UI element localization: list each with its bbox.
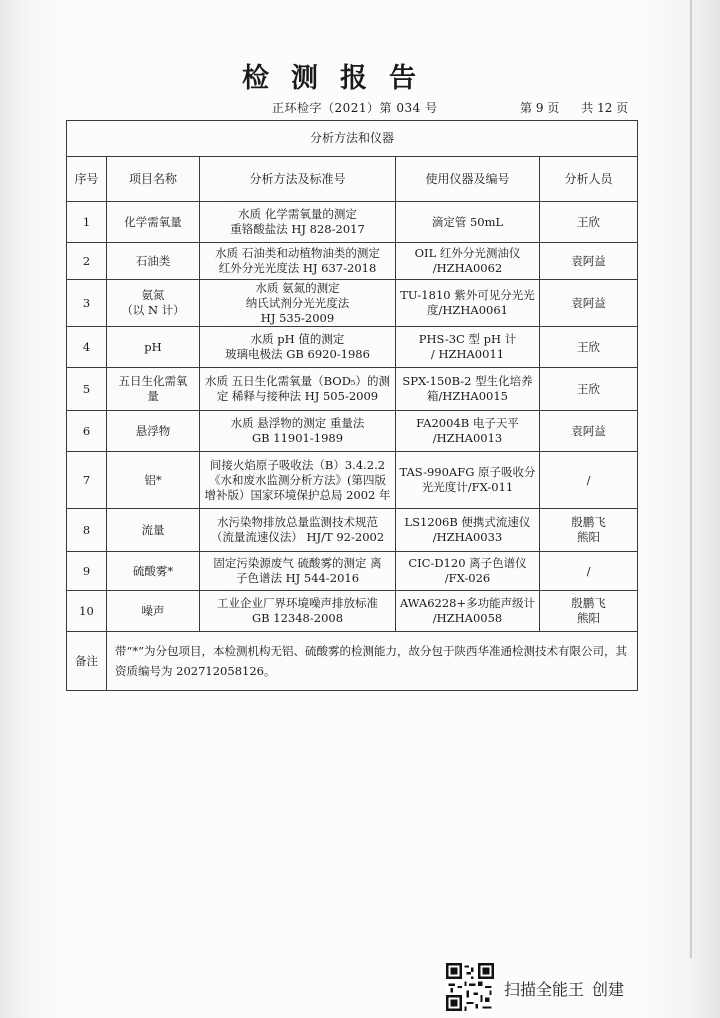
item-name-cell: [107, 280, 200, 327]
cell-line: /HZHA0058: [432, 611, 503, 625]
cell-line: 工业企业厂界环境噪声排放标准: [217, 596, 378, 610]
table-row: [67, 552, 638, 591]
cell-line: 水污染物排放总量监测技术规范: [217, 515, 378, 529]
row-number-cell: 5: [67, 368, 107, 411]
row-number-cell: 2: [67, 243, 107, 280]
cell-line: 噪声: [141, 603, 165, 618]
table-row: [67, 327, 638, 368]
document-title: 检测报告: [242, 63, 438, 94]
cell-line: 铝*: [144, 472, 162, 487]
cell-line: 熊阳: [577, 530, 601, 544]
cell-line: /HZHA0062: [432, 261, 503, 275]
cell-line: 量: [147, 389, 159, 403]
item-name-cell: [107, 452, 200, 509]
cell-line: /HZHA0013: [432, 431, 503, 445]
instrument-cell: [396, 327, 540, 368]
cell-line: 袁阿益: [571, 423, 606, 438]
cell-line: 度/HZHA0061: [427, 303, 508, 317]
cell-line: 王欣: [577, 339, 601, 354]
instrument-cell: [396, 552, 540, 591]
cell-line: pH: [144, 339, 162, 354]
analyst-cell: [540, 552, 638, 591]
analysis-methods-table: [66, 120, 638, 691]
cell-line: FA2004B 电子天平: [416, 416, 519, 430]
cell-line: （流量流速仪法） HJ/T 92-2002: [210, 530, 385, 544]
qr-code-icon: [446, 963, 494, 1011]
row-number-cell: 4: [67, 327, 107, 368]
row-number-cell: 3: [67, 280, 107, 327]
row-number-cell: 10: [67, 591, 107, 632]
page-edge-shadow: [690, 0, 692, 958]
cell-line: 化学需氧量: [124, 214, 182, 229]
instrument-cell: [396, 202, 540, 243]
column-header: 分析方法及标准号: [200, 157, 396, 202]
item-name-cell: [107, 411, 200, 452]
cell-line: 重铬酸盐法 HJ 828-2017: [230, 222, 365, 236]
cell-line: 氨氮: [141, 288, 165, 302]
cell-line: 固定污染源废气 硫酸雾的测定 离: [213, 556, 382, 570]
table-row: [67, 452, 638, 509]
method-cell: [200, 591, 396, 632]
analyst-cell: [540, 452, 638, 509]
table-row: [67, 411, 638, 452]
item-name-cell: [107, 327, 200, 368]
analyst-cell: [540, 327, 638, 368]
cell-line: 水质 pH 值的测定: [250, 332, 345, 346]
method-cell: [200, 280, 396, 327]
cell-line: HJ 535-2009: [260, 310, 335, 325]
cell-line: 袁阿益: [571, 295, 606, 310]
instrument-cell: [396, 411, 540, 452]
cell-line: 水质 氨氮的测定: [255, 280, 340, 295]
instrument-cell: [396, 591, 540, 632]
cell-line: SPX-150B-2 型生化培养: [402, 374, 533, 388]
column-header: 项目名称: [107, 157, 200, 202]
cell-line: TU-1810 紫外可见分光光: [400, 288, 535, 302]
scanner-action: 创建: [592, 980, 625, 999]
item-name-cell: [107, 202, 200, 243]
scanner-watermark: [504, 977, 624, 1000]
instrument-cell: [396, 368, 540, 411]
item-name-cell: [107, 368, 200, 411]
cell-line: 光光度计/FX-011: [421, 480, 514, 494]
method-cell: [200, 202, 396, 243]
cell-line: 五日生化需氧: [118, 374, 188, 388]
cell-line: 红外分光光度法 HJ 637-2018: [218, 261, 377, 275]
analyst-cell: [540, 509, 638, 552]
cell-line: / HZHA0011: [430, 347, 505, 361]
table-header-row: [67, 157, 638, 202]
table-row: [67, 202, 638, 243]
item-name-cell: [107, 552, 200, 591]
analyst-cell: [540, 243, 638, 280]
column-header: 使用仪器及编号: [396, 157, 540, 202]
note-label: 备注: [67, 632, 107, 691]
analyst-cell: [540, 280, 638, 327]
cell-line: 殷鹏飞: [571, 596, 606, 610]
method-cell: [200, 509, 396, 552]
table-row: [67, 509, 638, 552]
item-name-cell: [107, 509, 200, 552]
table-caption: 分析方法和仪器: [67, 121, 638, 157]
cell-line: 殷鹏飞: [571, 515, 606, 529]
method-cell: [200, 327, 396, 368]
cell-line: 滴定管 50mL: [431, 214, 504, 229]
cell-line: /HZHA0033: [432, 530, 503, 544]
item-name-cell: [107, 591, 200, 632]
item-name-cell: [107, 243, 200, 280]
cell-line: /: [586, 472, 591, 487]
table-row: [67, 280, 638, 327]
cell-line: OIL 红外分光测油仪: [414, 246, 521, 260]
page-number: [520, 99, 628, 116]
cell-line: PHS-3C 型 pH 计: [418, 332, 517, 346]
table-row: [67, 243, 638, 280]
cell-line: 流量: [141, 522, 165, 537]
row-number-cell: 7: [67, 452, 107, 509]
method-cell: [200, 411, 396, 452]
method-cell: [200, 452, 396, 509]
cell-line: 水质 化学需氧量的测定: [238, 207, 357, 221]
cell-line: CIC-D120 离子色谱仪: [408, 556, 527, 570]
cell-line: 水质 悬浮物的测定 重量法: [230, 416, 365, 430]
cell-line: 《水和废水监测分析方法》(第四版: [209, 472, 386, 487]
instrument-cell: [396, 280, 540, 327]
row-number-cell: 1: [67, 202, 107, 243]
cell-line: /: [586, 563, 591, 578]
row-number-cell: 6: [67, 411, 107, 452]
analyst-cell: [540, 411, 638, 452]
cell-line: AWA6228+多功能声级计: [399, 596, 536, 610]
cell-line: 石油类: [135, 253, 171, 268]
cell-line: 定 稀释与接种法 HJ 505-2009: [216, 389, 379, 403]
page-current: 第 9 页: [520, 101, 560, 115]
cell-line: GB 11901-1989: [251, 431, 344, 445]
analyst-cell: [540, 368, 638, 411]
cell-line: /FX-026: [444, 571, 491, 585]
cell-line: 袁阿益: [571, 253, 606, 268]
cell-line: 熊阳: [577, 611, 601, 625]
cell-line: 增补版）国家环境保护总局 2002 年: [204, 487, 391, 502]
method-cell: [200, 368, 396, 411]
cell-line: （以 N 计）: [121, 303, 185, 317]
table-row: [67, 368, 638, 411]
cell-line: LS1206B 便携式流速仪: [404, 515, 531, 529]
cell-line: 间接火焰原子吸收法（B）3.4.2.2: [209, 457, 386, 472]
instrument-cell: [396, 243, 540, 280]
cell-line: 王欣: [577, 381, 601, 396]
instrument-cell: [396, 509, 540, 552]
scanner-app-name: 扫描全能王: [504, 980, 585, 999]
analyst-cell: [540, 202, 638, 243]
cell-line: TAS-990AFG 原子吸收分: [399, 465, 536, 479]
cell-line: 子色谱法 HJ 544-2016: [235, 571, 360, 585]
cell-line: 王欣: [577, 214, 601, 229]
cell-line: 水质 五日生化需氧量（BOD₅）的测: [204, 374, 391, 388]
analyst-cell: [540, 591, 638, 632]
cell-line: 玻璃电极法 GB 6920-1986: [225, 347, 370, 361]
cell-line: 箱/HZHA0015: [427, 389, 508, 403]
instrument-cell: [396, 452, 540, 509]
row-number-cell: 9: [67, 552, 107, 591]
method-cell: [200, 243, 396, 280]
cell-line: 硫酸雾*: [132, 563, 174, 578]
cell-line: 悬浮物: [135, 423, 171, 438]
report-number: 正环检字（2021）第 034 号: [272, 101, 438, 115]
cell-line: 纳氏试剂分光光度法: [245, 295, 350, 310]
note-text: 带“*”为分包项目，本检测机构无铝、硫酸雾的检测能力，故分包于陕西华准通检测技术有限公司，其资质编号为 202712058126。: [107, 632, 638, 691]
column-header: 分析人员: [540, 157, 638, 202]
row-number-cell: 8: [67, 509, 107, 552]
cell-line: GB 12348-2008: [251, 611, 344, 625]
table-row: [67, 591, 638, 632]
column-header: 序号: [67, 157, 107, 202]
method-cell: [200, 552, 396, 591]
page-total: 共 12 页: [581, 101, 629, 115]
cell-line: 水质 石油类和动植物油类的测定: [215, 246, 380, 260]
